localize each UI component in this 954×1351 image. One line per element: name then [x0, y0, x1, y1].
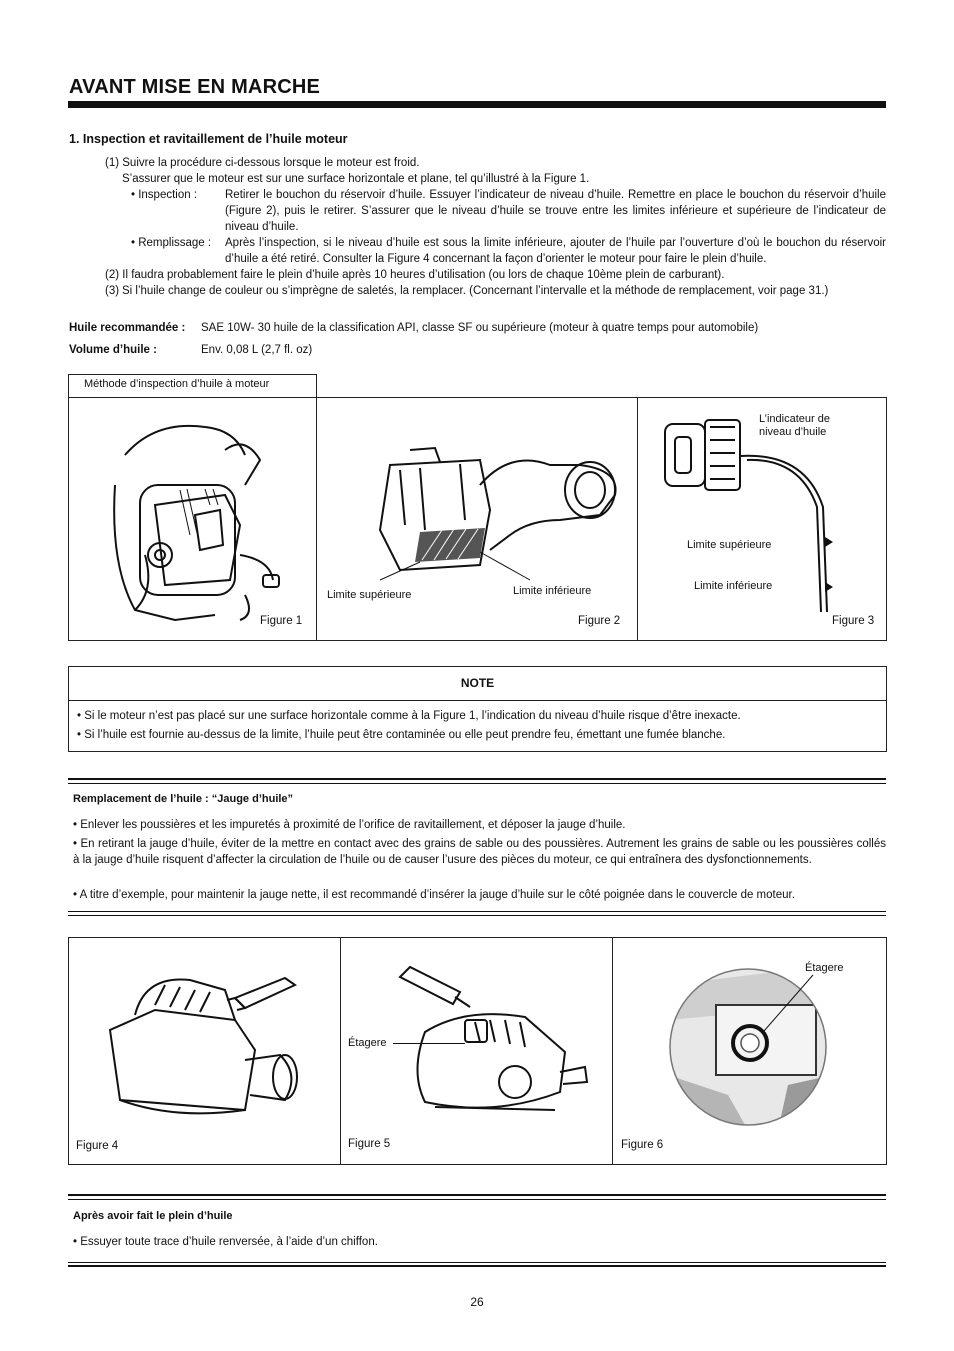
section-heading: 1. Inspection et ravitaillement de l’huile moteur [69, 132, 348, 146]
note-item: • Si le moteur n’est pas placé sur une surface horizontale comme à la Figure 1, l’indication du niveau d’huile risque d’être inexacte. [77, 710, 741, 722]
figure-divider [637, 397, 638, 641]
figure4-refill-illustration [95, 960, 315, 1125]
figure6-shelf-photo-illustration [668, 965, 833, 1130]
figure-divider [612, 937, 613, 1165]
page-title: AVANT MISE EN MARCHE [69, 76, 321, 98]
note-divider [68, 700, 887, 701]
figure5-shelf-illustration [395, 962, 595, 1122]
oil-volume-label: Volume d’huile : [69, 344, 157, 356]
figure6-shelf-label: Étagere [805, 962, 844, 974]
section-rule [68, 1194, 886, 1196]
item1-line2: S’assurer que le moteur est sur une surface horizontale et plane, tel qu’illustré à la Figure 1. [122, 173, 590, 185]
section-rule [68, 1199, 886, 1200]
section-rule [68, 915, 886, 916]
section-rule [68, 1262, 886, 1263]
figures-header: Méthode d’inspection d’huile à moteur [84, 378, 270, 390]
section-rule [68, 783, 886, 784]
replacement-item: • Enlever les poussières et les impuretés à proximité de l’orifice de ravitaillement, et déposer la jauge d’huile. [73, 819, 626, 831]
figure3-upper-limit-label: Limite supérieure [687, 539, 772, 551]
recommended-oil-label: Huile recommandée : [69, 322, 186, 334]
page-number: 26 [470, 1295, 484, 1309]
item3: Si l’huile change de couleur ou s’imprègne de saletés, la remplacer. (Concernant l’intervalle et la méthode de remplacement, voir page 31.) [122, 285, 829, 297]
item3-number: (3) [105, 285, 120, 297]
remplissage-label: • Remplissage : [131, 237, 212, 249]
figure3-lower-limit-label: Limite inférieure [694, 580, 773, 592]
recommended-oil-value: SAE 10W- 30 huile de la classification API, classe SF ou supérieure (moteur à quatre temps pour automobile) [201, 322, 759, 334]
item2: (2) Il faudra probablement faire le plein d’huile après 10 heures d’utilisation (ou lors de chaque 10ème plein de carburant). [105, 269, 725, 281]
figure5-shelf-label: Étagere [348, 1037, 387, 1049]
replacement-heading: Remplacement de l’huile : “Jauge d’huile” [73, 793, 294, 805]
figure2-upper-limit-label: Limite supérieure [327, 589, 412, 601]
note-item: • Si l’huile est fournie au-dessus de la limite, l’huile peut être contaminée ou elle peut prendre feu, émettant une fumée blanche. [77, 729, 726, 741]
title-rule [68, 101, 886, 108]
after-heading: Après avoir fait le plein d’huile [73, 1210, 233, 1222]
item1-line1: (1) Suivre la procédure ci-dessous lorsque le moteur est froid. [105, 157, 420, 169]
note-title: NOTE [460, 676, 495, 690]
inspection-text: Retirer le bouchon du réservoir d’huile. Essuyer l’indicateur de niveau d’huile. Remettre en place le bouchon du réservoir d’huile (Figure 2), puis le retirer. S’assurer que le niveau d’huile se trouve entre les limites inférieure et supérieure de l’indicateur de niveau d’huile. [225, 189, 886, 233]
oil-volume-value: Env. 0,08 L (2,7 fl. oz) [201, 344, 313, 356]
figure-divider [316, 397, 317, 641]
figure-divider [340, 937, 341, 1165]
figure1-caption: Figure 1 [260, 615, 303, 627]
inspection-label: • Inspection : [131, 189, 198, 201]
replacement-item: • A titre d’exemple, pour maintenir la jauge nette, il est recommandé d’insérer la jauge d’huile sur le côté poignée dans le couvercle de moteur. [73, 889, 795, 901]
figure1-engine-illustration [95, 415, 295, 625]
figure3-indicator-label-line2: niveau d’huile [759, 426, 827, 438]
section-rule [68, 911, 886, 912]
figure2-caption: Figure 2 [578, 615, 621, 627]
figure5-leader-line [393, 1043, 465, 1044]
figure3-indicator-label-line1: L’indicateur de [759, 413, 830, 425]
figure5-caption: Figure 5 [348, 1138, 391, 1150]
replacement-item: • En retirant la jauge d’huile, éviter de la mettre en contact avec des grains de sable ou des poussières. Autrement les grains de sable ou les poussières collés à la jauge d’huile risquent d’affecter la circulation de l’huile ou de causer l’usure des pièces du moteur, ce qui entraînera des dysfonctionnements. [73, 838, 886, 866]
figure4-caption: Figure 4 [76, 1140, 119, 1152]
figure2-lower-limit-label: Limite inférieure [513, 585, 592, 597]
figure6-caption: Figure 6 [621, 1139, 664, 1151]
section-rule [68, 778, 886, 780]
figure2-oil-tank-illustration [360, 440, 630, 585]
remplissage-text: Après l’inspection, si le niveau d’huile est sous la limite inférieure, ajouter de l’huile par l’ouverture d’où le bouchon du réservoir d’huile a été retiré. Consulter la Figure 4 concernant la façon d’orienter le moteur pour faire le plein d’huile. [225, 237, 886, 265]
figure3-caption: Figure 3 [832, 615, 875, 627]
after-item: • Essuyer toute trace d’huile renversée, à l’aide d’un chiffon. [73, 1236, 378, 1248]
section-rule [68, 1265, 886, 1267]
